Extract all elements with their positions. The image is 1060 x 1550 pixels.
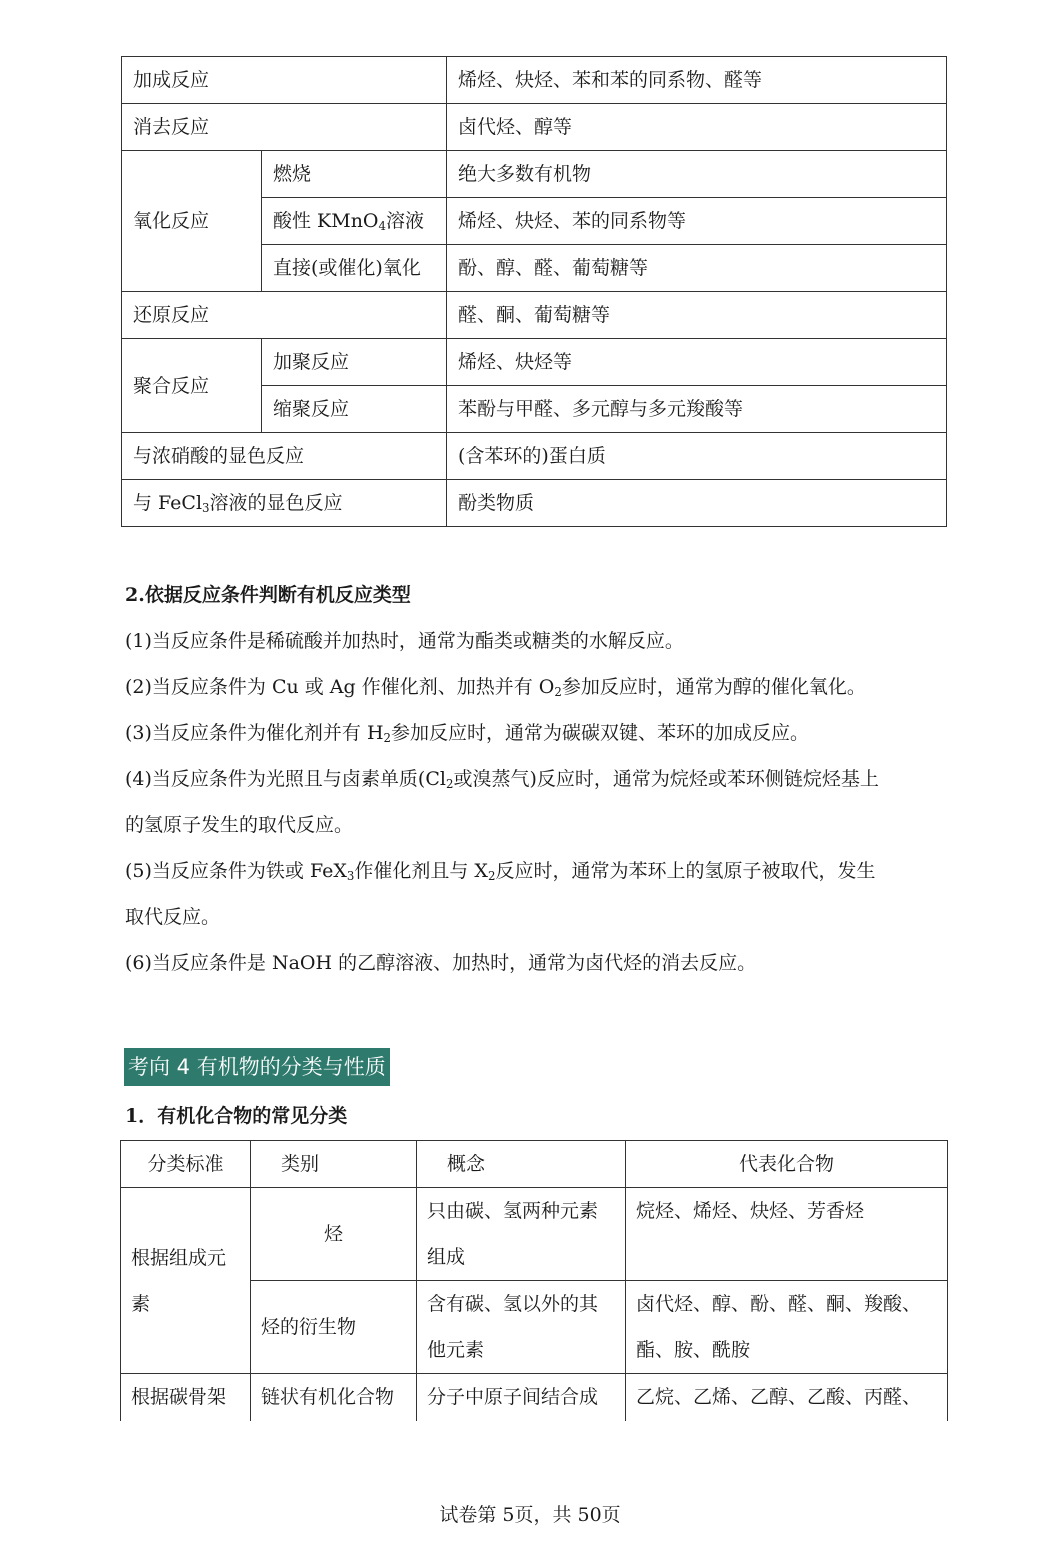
- text: (2)当反应条件为 Cu 或 Ag 作催化剂、加热并有 O: [125, 676, 555, 698]
- table-cell: 烃的衍生物: [251, 1281, 417, 1374]
- table-cell: 卤代烃、醇等: [447, 104, 947, 151]
- subscript: 4: [378, 218, 387, 233]
- table-row: [121, 1188, 948, 1281]
- header-cell: 分类标准: [121, 1141, 251, 1188]
- text: (4)当反应条件为光照且与卤素单质(Cl: [125, 768, 446, 790]
- header-cell: 代表化合物: [626, 1141, 948, 1188]
- table-row: [122, 339, 947, 386]
- table-cell: 链状有机化合物: [251, 1374, 417, 1421]
- reaction-type-table: [121, 56, 947, 527]
- classification-table: [120, 1140, 948, 1421]
- table-row: [121, 1374, 948, 1421]
- cell-text: 溶液的显色反应: [209, 492, 343, 514]
- table-cell: 分子中原子间结合成: [417, 1374, 626, 1421]
- table-cell: 烃: [251, 1188, 417, 1281]
- paragraph: [125, 756, 940, 848]
- table-row: [122, 292, 947, 339]
- table-cell: 绝大多数有机物: [447, 151, 947, 198]
- header-cell: 概念: [417, 1141, 626, 1188]
- table-cell: 加成反应: [122, 57, 447, 104]
- table-cell: 燃烧: [262, 151, 447, 198]
- subscript: 2: [487, 868, 496, 883]
- cell-text: 与 FeCl: [133, 492, 203, 514]
- text: 参加反应时，通常为醇的催化氧化。: [561, 676, 866, 698]
- header-cell: 类别: [251, 1141, 417, 1188]
- table-cell: 烯烃、炔烃等: [447, 339, 947, 386]
- table-row: [122, 151, 947, 198]
- table-cell: 加聚反应: [262, 339, 447, 386]
- table-row: [122, 57, 947, 104]
- section-title: 1．有机化合物的常见分类: [125, 1105, 348, 1127]
- paragraph: [125, 848, 940, 940]
- table-cell: 烯烃、炔烃、苯和苯的同系物、醛等: [447, 57, 947, 104]
- subscript: 3: [202, 500, 210, 515]
- table-cell: 烷烃、烯烃、炔烃、芳香烃: [626, 1188, 948, 1281]
- table-header-row: [121, 1141, 948, 1188]
- text: 的氢原子发生的取代反应。: [125, 814, 354, 836]
- table-cell: 氧化反应: [122, 151, 262, 292]
- cell-text: 溶液: [386, 210, 425, 232]
- subscript: 2: [445, 776, 454, 791]
- table-cell: 含有碳、氢以外的其他元素: [417, 1281, 626, 1374]
- table-cell: 还原反应: [122, 292, 447, 339]
- subscript: 2: [383, 730, 392, 745]
- text: (3)当反应条件为催化剂并有 H: [125, 722, 384, 744]
- table-cell: (含苯环的)蛋白质: [447, 433, 947, 480]
- section-banner: 考向 4 有机物的分类与性质: [124, 1048, 390, 1086]
- table-cell: 与浓硝酸的显色反应: [122, 433, 447, 480]
- text: 取代反应。: [125, 906, 221, 928]
- page-footer: 试卷第 5页，共 50页: [439, 1504, 621, 1526]
- paragraph: [125, 664, 940, 710]
- table-cell: 乙烷、乙烯、乙醇、乙酸、丙醛、: [626, 1374, 948, 1421]
- paragraph: (1)当反应条件是稀硫酸并加热时，通常为酯类或糖类的水解反应。: [125, 630, 684, 652]
- section-title: 2.依据反应条件判断有机反应类型: [125, 584, 411, 606]
- table-cell: 酚类物质: [447, 480, 947, 527]
- paragraph: (6)当反应条件是 NaOH 的乙醇溶液、加热时，通常为卤代烃的消去反应。: [125, 952, 757, 974]
- table-row: [122, 104, 947, 151]
- text: 反应时，通常为苯环上的氢原子被取代，发生: [495, 860, 876, 882]
- table-cell: 醛、酮、葡萄糖等: [447, 292, 947, 339]
- table-row: [122, 433, 947, 480]
- table-cell: 烯烃、炔烃、苯的同系物等: [447, 198, 947, 245]
- text: 参加反应时，通常为碳碳双键、苯环的加成反应。: [391, 722, 810, 744]
- text: (5)当反应条件为铁或 FeX: [125, 860, 347, 882]
- text: 或溴蒸气)反应时，通常为烷烃或苯环侧链烷烃基上: [453, 768, 879, 790]
- cell-text: 酸性 KMnO: [273, 210, 379, 232]
- table-cell: 苯酚与甲醛、多元醇与多元羧酸等: [447, 386, 947, 433]
- table-cell: 只由碳、氢两种元素组成: [417, 1188, 626, 1281]
- table-cell: 消去反应: [122, 104, 447, 151]
- table-cell: 缩聚反应: [262, 386, 447, 433]
- table-cell: 聚合反应: [122, 339, 262, 433]
- paragraph: [125, 710, 940, 756]
- text: 作催化剂且与 X: [354, 860, 488, 882]
- table-cell: 直接(或催化)氧化: [262, 245, 447, 292]
- subscript: 3: [346, 868, 355, 883]
- table-row: [122, 480, 947, 527]
- table-cell: 根据组成元素: [121, 1188, 251, 1374]
- table-cell: [262, 198, 447, 245]
- table-cell: 根据碳骨架: [121, 1374, 251, 1421]
- table-cell: 酚、醇、醛、葡萄糖等: [447, 245, 947, 292]
- subscript: 2: [554, 684, 562, 699]
- table-cell: [122, 480, 447, 527]
- table-cell: 卤代烃、醇、酚、醛、酮、羧酸、酯、胺、酰胺: [626, 1281, 948, 1374]
